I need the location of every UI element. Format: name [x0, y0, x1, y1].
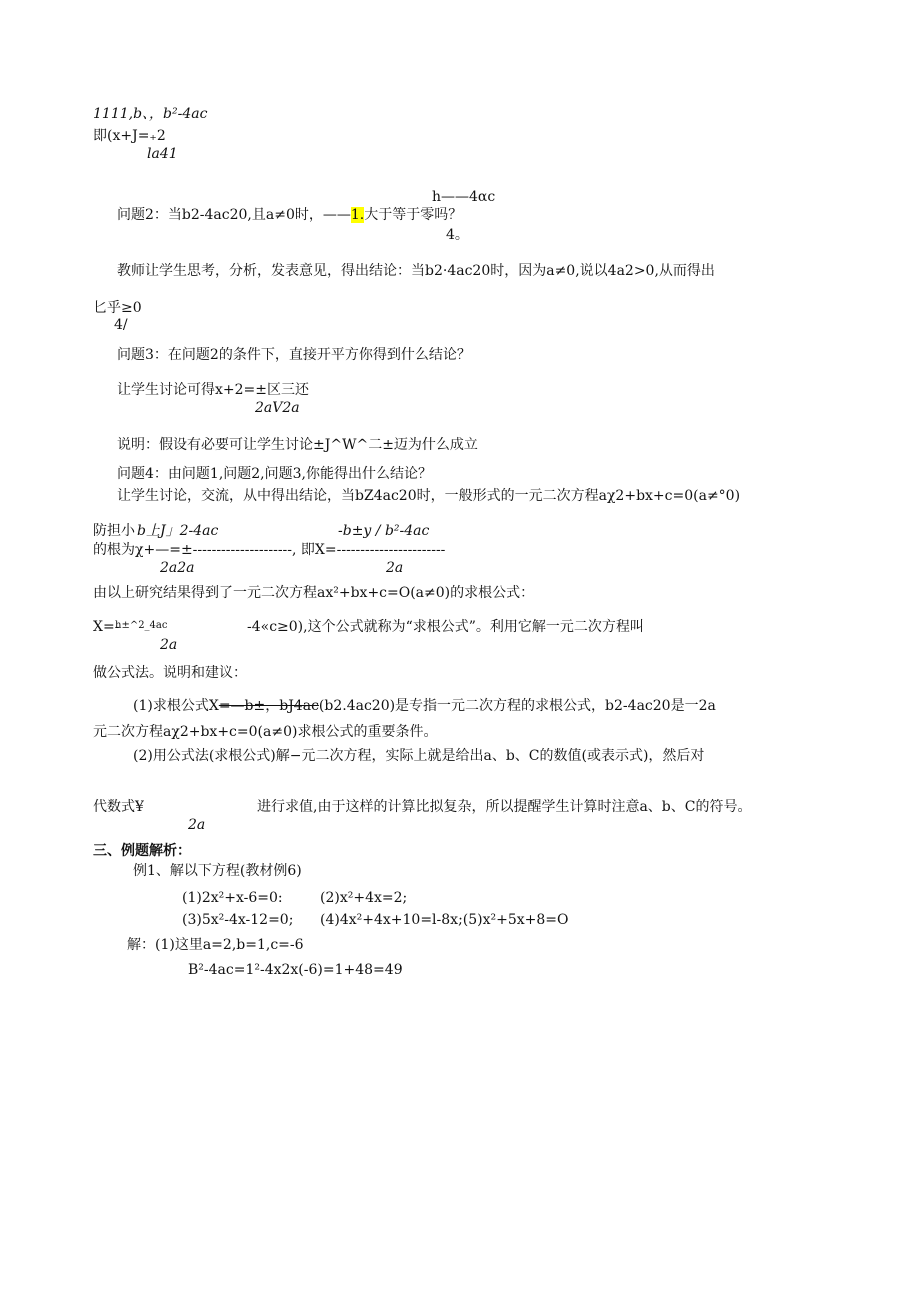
solution-1: 解：(1)这里a=2,b=1,c=-6: [127, 937, 304, 953]
discuss-denominator: 2aV2a: [255, 400, 300, 416]
note-paragraph: 说明：假设有必要可让学生讨论±J^W^二±迈为什么成立: [117, 437, 478, 453]
suggestion-3-start: 代数式¥: [93, 799, 144, 815]
question-2: [117, 207, 462, 223]
equation-4: (4)4x²+4x+10=l-8x;(5)x²+5x+8=O: [320, 912, 569, 928]
root-line: 的根为χ+—=±---------------------, 即X=-----------------------: [93, 542, 446, 558]
fragment-line-2: 即(x+J=₊2: [93, 128, 166, 144]
result-1: 匕乎≥0: [93, 300, 142, 316]
fragment-line-1: 1111,b、，b²-4ac: [93, 106, 208, 122]
method-heading: 做公式法。说明和建议：: [93, 665, 247, 681]
suggestion-3-end: 进行求值,由于这样的计算比拟复杂，所以提醒学生计算时注意a、b、C的符号。: [257, 799, 752, 815]
q2-fraction-bottom: 4。: [446, 227, 469, 243]
s1-start: (1)求根公式X: [133, 698, 219, 714]
suggestion-1: [133, 698, 716, 714]
equation-2: (2)x²+4x=2;: [320, 890, 408, 906]
teacher-paragraph: 教师让学生思考，分析，发表意见，得出结论：当b2·4ac20时，因为a≠0,说以4a2>0,从而得出: [117, 263, 715, 279]
suggestion-3-den: 2a: [188, 817, 206, 833]
root-label-2: b上J」2-4ac: [137, 523, 219, 539]
example-1: 例1、解以下方程(教材例6): [133, 863, 302, 879]
q2-text: 问题2：当b2-4ac20,且a≠0时，——: [117, 207, 351, 223]
s1-strike: =—b±，bJ4ac: [218, 698, 319, 714]
discuss-2: 让学生讨论，交流，从中得出结论，当bZ4ac20时，一般形式的一元二次方程aχ2+bx+c=0(a≠°0): [117, 488, 741, 504]
root-label-1: 防担小: [93, 523, 135, 539]
summary-line: 由以上研究结果得到了一元二次方程ax²+bx+c=O(a≠0)的求根公式：: [93, 585, 535, 601]
q2-highlight: 1.: [350, 207, 365, 223]
q2-tail: 大于等于零吗？: [364, 207, 463, 223]
solution-2: B²-4ac=1²-4x2x(-6)=1+48=49: [188, 962, 403, 978]
formula-x: X=-: [93, 619, 120, 635]
equation-3: (3)5x²-4x-12=0;: [182, 912, 294, 928]
question-4: 问题4：由问题1,问题2,问题3,你能得出什么结论？: [117, 466, 432, 482]
suggestion-2: (2)用公式法(求根公式)解−元二次方程，实际上就是给出a、b、C的数值(或表示式)，然后对: [133, 748, 705, 764]
formula-denominator: 2a: [160, 637, 178, 653]
q2-fraction-top: h——4αc: [432, 189, 496, 205]
discuss-result: 让学生讨论可得x+2=±区三还: [117, 382, 309, 398]
fragment-line-3: la41: [147, 146, 178, 162]
formula-tail: -4«c≥0),这个公式就称为“求根公式”。利用它解一元二次方程叫: [247, 619, 644, 635]
question-3: 问题3：在问题2的条件下，直接开平方你得到什么结论？: [117, 347, 471, 363]
root-den-1: 2a2a: [160, 560, 195, 576]
formula-small: h±^2_4ac: [115, 620, 168, 631]
section-heading: 三、例题解析：: [93, 843, 191, 859]
suggestion-1-cont: 元二次方程aχ2+bx+c=0(a≠0)求根公式的重要条件。: [93, 724, 438, 740]
equation-1: (1)2x²+x-6=0:: [182, 890, 283, 906]
root-den-2: 2a: [386, 560, 404, 576]
root-numerator: -b±y / b²-4ac: [338, 523, 430, 539]
result-1-denominator: 4/: [114, 317, 128, 333]
s1-end: (b2.4ac20)是专指一元二次方程的求根公式，b2-4ac20是一2a: [318, 698, 716, 714]
